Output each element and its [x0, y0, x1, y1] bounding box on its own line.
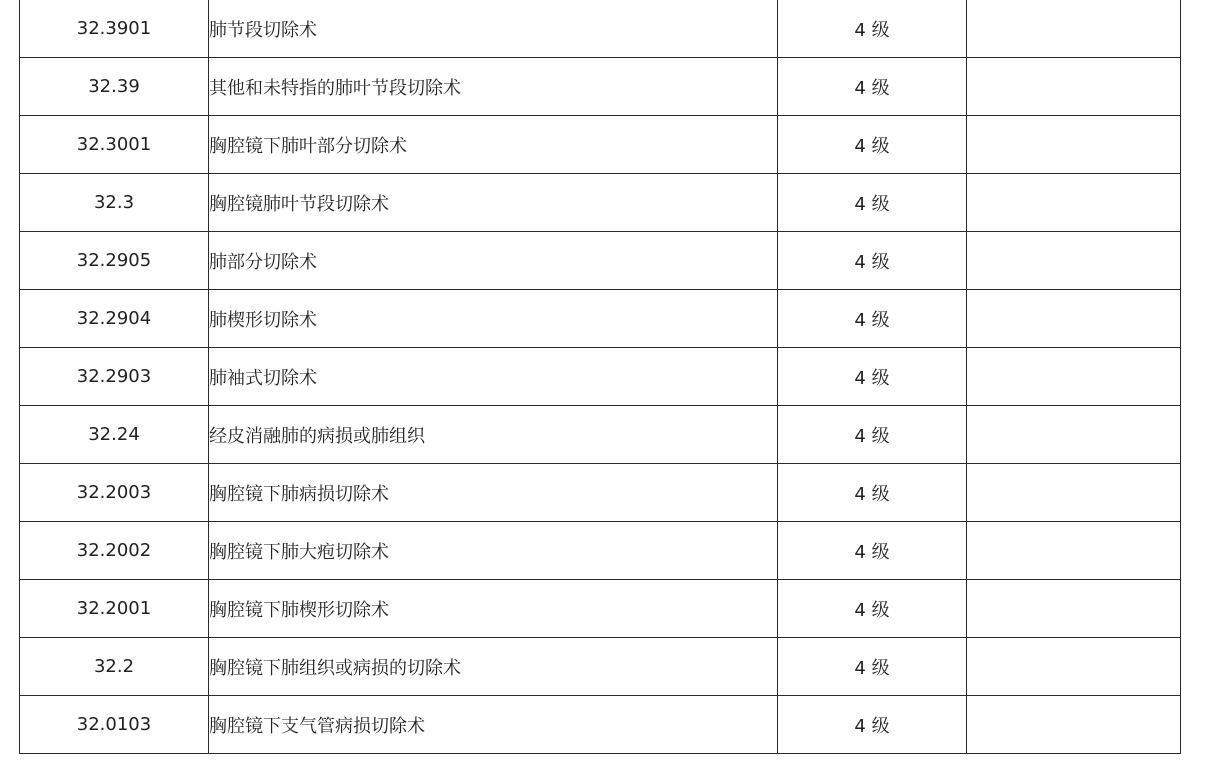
procedure-code: 32.3: [20, 174, 209, 232]
procedure-level: 4 级: [778, 464, 967, 522]
procedure-note: [967, 638, 1181, 696]
table-row: [20, 0, 1181, 58]
procedure-code: 32.2002: [20, 522, 209, 580]
procedure-note: [967, 464, 1181, 522]
procedure-level: 4 级: [778, 174, 967, 232]
procedure-name: 肺楔形切除术: [209, 290, 778, 348]
procedure-name: 肺部分切除术: [209, 232, 778, 290]
table-row: [20, 348, 1181, 406]
procedure-name: 胸腔镜下肺大疱切除术: [209, 522, 778, 580]
procedure-code: 32.3001: [20, 116, 209, 174]
procedure-code: 32.24: [20, 406, 209, 464]
procedure-name: 胸腔镜下肺组织或病损的切除术: [209, 638, 778, 696]
procedure-code: 32.2003: [20, 464, 209, 522]
procedure-note: [967, 290, 1181, 348]
table-row: [20, 464, 1181, 522]
table-row: [20, 232, 1181, 290]
table-row: [20, 580, 1181, 638]
table-row: [20, 290, 1181, 348]
procedure-name: 胸腔镜下支气管病损切除术: [209, 696, 778, 754]
procedure-code: 32.39: [20, 58, 209, 116]
procedure-note: [967, 116, 1181, 174]
procedure-level: 4 级: [778, 290, 967, 348]
table-row: [20, 116, 1181, 174]
procedure-note: [967, 696, 1181, 754]
procedure-code: 32.2: [20, 638, 209, 696]
procedure-note: [967, 406, 1181, 464]
procedure-note: [967, 0, 1181, 58]
procedure-table: [19, 0, 1181, 754]
procedure-name: 胸腔镜下肺病损切除术: [209, 464, 778, 522]
procedure-name: 肺节段切除术: [209, 0, 778, 58]
procedure-name: 胸腔镜下肺楔形切除术: [209, 580, 778, 638]
procedure-name: 经皮消融肺的病损或肺组织: [209, 406, 778, 464]
procedure-table-body: [20, 0, 1181, 754]
procedure-note: [967, 58, 1181, 116]
procedure-level: 4 级: [778, 232, 967, 290]
procedure-name: 肺袖式切除术: [209, 348, 778, 406]
procedure-name: 胸腔镜下肺叶部分切除术: [209, 116, 778, 174]
table-row: [20, 58, 1181, 116]
procedure-level: 4 级: [778, 58, 967, 116]
procedure-level: 4 级: [778, 116, 967, 174]
procedure-note: [967, 580, 1181, 638]
procedure-code: 32.2905: [20, 232, 209, 290]
procedure-note: [967, 232, 1181, 290]
procedure-code: 32.2904: [20, 290, 209, 348]
procedure-code: 32.0103: [20, 696, 209, 754]
procedure-level: 4 级: [778, 0, 967, 58]
procedure-level: 4 级: [778, 522, 967, 580]
procedure-name: 胸腔镜肺叶节段切除术: [209, 174, 778, 232]
table-row: [20, 696, 1181, 754]
procedure-code: 32.2903: [20, 348, 209, 406]
procedure-note: [967, 522, 1181, 580]
procedure-level: 4 级: [778, 348, 967, 406]
procedure-code: 32.2001: [20, 580, 209, 638]
table-row: [20, 174, 1181, 232]
procedure-note: [967, 174, 1181, 232]
procedure-level: 4 级: [778, 580, 967, 638]
table-row: [20, 522, 1181, 580]
procedure-level: 4 级: [778, 638, 967, 696]
procedure-note: [967, 348, 1181, 406]
procedure-name: 其他和未特指的肺叶节段切除术: [209, 58, 778, 116]
procedure-level: 4 级: [778, 406, 967, 464]
table-row: [20, 406, 1181, 464]
table-row: [20, 638, 1181, 696]
procedure-level: 4 级: [778, 696, 967, 754]
procedure-code: 32.3901: [20, 0, 209, 58]
